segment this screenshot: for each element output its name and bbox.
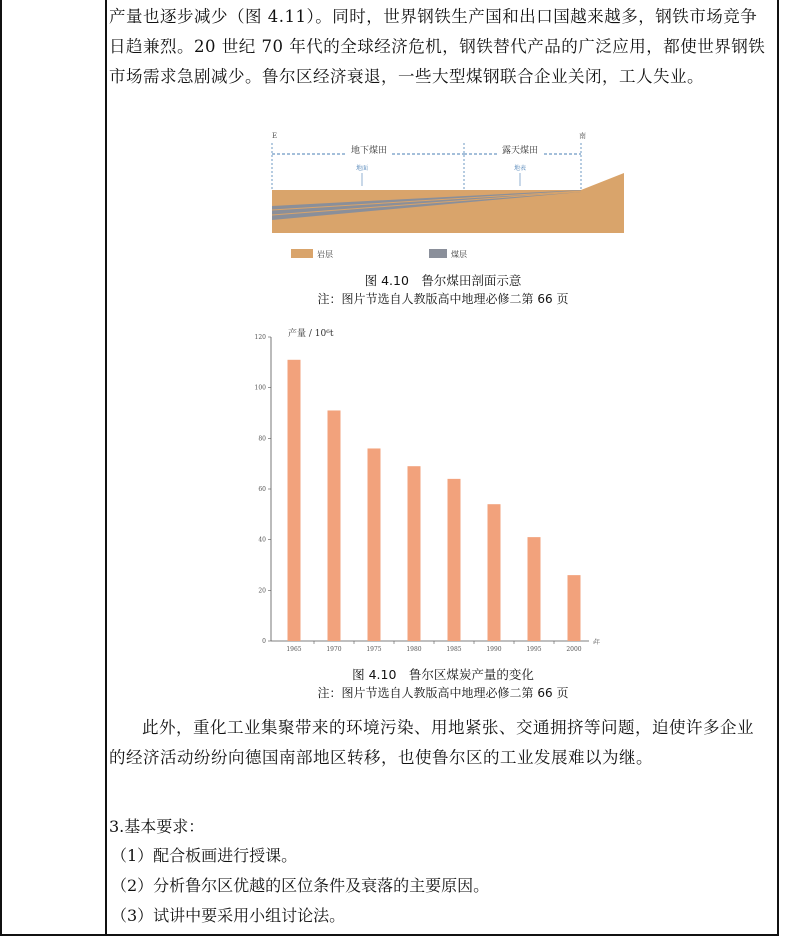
- y-tick-label: 80: [258, 435, 266, 443]
- chart-y-axis-label: 产量 / 10⁶t: [288, 329, 334, 339]
- table-column-divider: [105, 0, 107, 936]
- bar-1995: [528, 537, 541, 641]
- underground-coalfield-label: 地下煤田: [350, 146, 388, 156]
- coal-output-chart-figure: [109, 325, 777, 702]
- coalfield-section-figure: [109, 128, 777, 308]
- intro-paragraph: 产量也逐步减少（图 4.11）。同时，世界钢铁生产国和出口国越来越多，钢铁市场竞争日趋兼烈。20 世纪 70 年代的全球经济危机，钢铁替代产品的广泛应用，都使世界钢铁市场需求急剧减少。鲁尔区经济衰退，一些大型煤钢联合企业关闭，工人失业。: [109, 7, 766, 86]
- y-tick-label: 40: [258, 536, 266, 544]
- bar-2000: [568, 575, 581, 641]
- requirement-item-3: （3）试讲中要采用小组讨论法。: [111, 906, 346, 925]
- legend-rock-label: 岩层: [317, 250, 333, 259]
- requirement-item-2: （2）分析鲁尔区优越的区位条件及衰落的主要原因。: [111, 876, 490, 895]
- x-tick-label: 1980: [406, 646, 422, 653]
- y-tick-label: 120: [254, 334, 266, 341]
- after-paragraph: 此外，重化工业集聚带来的环境污染、用地紧张、交通拥挤等问题，迫使许多企业的经济活动纷纷向德国南部地区转移，也使鲁尔区的工业发展难以为继。: [109, 718, 754, 767]
- x-tick-label: 1975: [366, 646, 382, 653]
- bar-1975: [368, 448, 381, 641]
- legend-coal-swatch: [429, 249, 447, 258]
- figure2-note: 注：图片节选自人教版高中地理必修二第 66 页: [317, 686, 569, 700]
- y-tick-label: 20: [258, 587, 266, 595]
- ground-small-label-left: 地面: [355, 165, 369, 172]
- requirement-item-1: （1）配合板画进行授课。: [111, 846, 298, 865]
- y-tick-label: 100: [254, 384, 266, 392]
- bar-1990: [488, 504, 501, 641]
- ground-small-label-right: 地表: [513, 165, 527, 172]
- bar-1970: [328, 410, 341, 641]
- legend-rock-swatch: [291, 249, 313, 258]
- bar-1985: [448, 479, 461, 641]
- x-tick-label: 1970: [326, 646, 342, 653]
- coalfield-section-diagram: [109, 128, 777, 268]
- x-tick-label: 1995: [526, 646, 542, 653]
- chart-x-axis-unit: 年: [594, 639, 601, 646]
- y-tick-label: 60: [258, 486, 266, 493]
- bar-1965: [288, 360, 301, 641]
- x-tick-label: 1985: [446, 646, 462, 653]
- figure1-caption: 图 4.10 鲁尔煤田剖面示意: [364, 273, 522, 288]
- x-tick-label: 1990: [486, 646, 502, 653]
- bar-1980: [408, 466, 421, 641]
- y-tick-label: 0: [262, 638, 266, 645]
- coal-output-bar-chart: [109, 325, 777, 660]
- section-right-letter: 南: [579, 132, 586, 140]
- legend-coal-label: 煤层: [451, 250, 467, 259]
- section-left-letter: E: [272, 132, 278, 140]
- requirements-title: 3.基本要求：: [109, 817, 205, 836]
- x-tick-label: 1965: [286, 646, 302, 653]
- figure2-caption: 图 4.10 鲁尔区煤炭产量的变化: [352, 667, 534, 682]
- open-pit-coalfield-label: 露天煤田: [501, 146, 539, 156]
- figure1-note: 注：图片节选自人教版高中地理必修二第 66 页: [317, 292, 569, 306]
- x-tick-label: 2000: [566, 646, 582, 653]
